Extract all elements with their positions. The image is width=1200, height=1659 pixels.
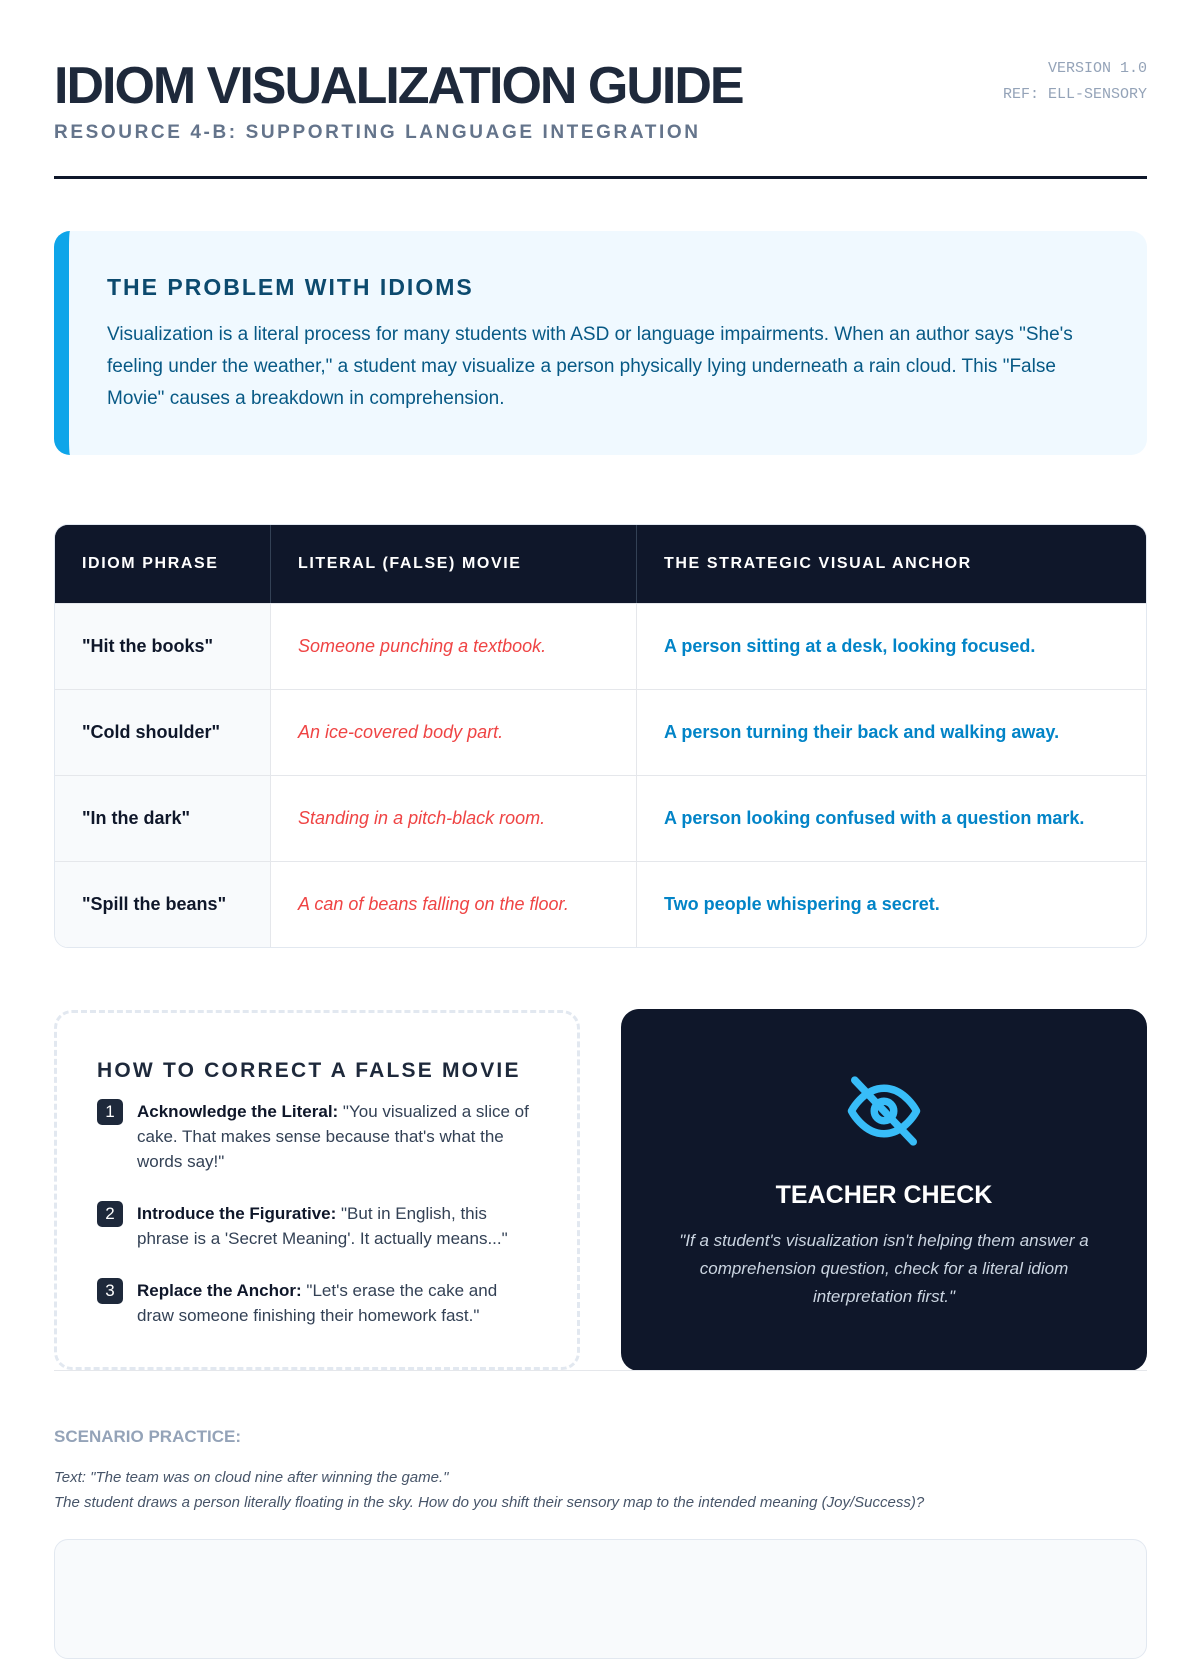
- step-label: Acknowledge the Literal:: [137, 1102, 339, 1121]
- section-divider: [54, 1370, 1147, 1371]
- table-row: [55, 689, 1146, 775]
- correction-step: [97, 1278, 537, 1328]
- table-header-row: [55, 525, 1146, 603]
- correction-step: [97, 1201, 537, 1251]
- page-subtitle: RESOURCE 4-B: SUPPORTING LANGUAGE INTEGRATION: [54, 122, 701, 143]
- idiom-phrase-cell: "Spill the beans": [55, 862, 271, 947]
- scenario-line: The student draws a person literally floating in the sky. How do you shift their sensory map to the intended meaning (Joy/Success)?: [54, 1494, 925, 1511]
- step-number-badge: 1: [97, 1099, 123, 1125]
- step-number-badge: 3: [97, 1278, 123, 1304]
- table-row: [55, 775, 1146, 861]
- scenario-answer-box[interactable]: [54, 1539, 1147, 1659]
- visual-anchor-cell: A person turning their back and walking away.: [664, 722, 1060, 742]
- step-description: "Let's erase the cake and draw someone finishing their homework fast.": [137, 1281, 498, 1325]
- step-label: Replace the Anchor:: [137, 1281, 302, 1300]
- step-label: Introduce the Figurative:: [137, 1204, 337, 1223]
- problem-callout: [54, 231, 1147, 455]
- step-number-badge: 2: [97, 1201, 123, 1227]
- correction-step: [97, 1099, 537, 1174]
- document-meta: [1003, 56, 1147, 108]
- step-text: [137, 1201, 537, 1251]
- literal-movie-cell: Someone punching a textbook.: [271, 604, 637, 689]
- idiom-table: [54, 524, 1147, 948]
- table-row: [55, 603, 1146, 689]
- teacher-check-quote: "If a student's visualization isn't helping them answer a comprehension question, check for a literal idiom interpretation first.": [679, 1231, 1089, 1306]
- visual-anchor-cell: A person sitting at a desk, looking focused.: [664, 636, 1036, 656]
- correction-title: HOW TO CORRECT A FALSE MOVIE: [97, 1059, 521, 1082]
- reference-label: REF: ELL-SENSORY: [1002, 86, 1147, 103]
- scenario-text: [54, 1465, 1147, 1515]
- column-header-literal: LITERAL (FALSE) MOVIE: [271, 525, 637, 603]
- correction-steps-panel: [54, 1010, 580, 1370]
- column-header-idiom: IDIOM PHRASE: [55, 525, 271, 603]
- problem-title: THE PROBLEM WITH IDIOMS: [107, 274, 474, 300]
- literal-movie-cell: Standing in a pitch-black room.: [271, 776, 637, 861]
- step-text: [137, 1278, 537, 1328]
- literal-movie-cell: An ice-covered body part.: [271, 690, 637, 775]
- table-row: [55, 861, 1146, 947]
- step-description: "But in English, this phrase is a 'Secret Meaning'. It actually means...": [137, 1204, 508, 1248]
- idiom-phrase-cell: "In the dark": [55, 776, 271, 861]
- page-header: [54, 50, 1147, 179]
- scenario-label: SCENARIO PRACTICE:: [54, 1427, 242, 1446]
- visual-anchor-cell: Two people whispering a secret.: [664, 894, 940, 914]
- eye-off-icon: [845, 1072, 923, 1150]
- visual-anchor-cell: A person looking confused with a question mark.: [664, 808, 1085, 828]
- idiom-phrase-cell: "Cold shoulder": [55, 690, 271, 775]
- column-header-anchor: THE STRATEGIC VISUAL ANCHOR: [637, 525, 1146, 603]
- page-title: IDIOM VISUALIZATION GUIDE: [54, 57, 743, 115]
- step-description: "You visualized a slice of cake. That makes sense because that's what the words say!": [137, 1102, 529, 1171]
- version-label: VERSION 1.0: [1047, 60, 1147, 77]
- step-text: [137, 1099, 537, 1174]
- teacher-check-card: [621, 1009, 1147, 1371]
- teacher-check-title: TEACHER CHECK: [775, 1181, 993, 1209]
- idiom-phrase-cell: "Hit the books": [55, 604, 271, 689]
- scenario-line: Text: "The team was on cloud nine after winning the game.": [54, 1469, 449, 1486]
- literal-movie-cell: A can of beans falling on the floor.: [271, 862, 637, 947]
- problem-body: Visualization is a literal process for many students with ASD or language impairments. When an author says "She's feeling under the weather," a student may visualize a person physically lying underneath a rain cloud. This "False Movie" causes a breakdown in comprehension.: [107, 324, 1073, 409]
